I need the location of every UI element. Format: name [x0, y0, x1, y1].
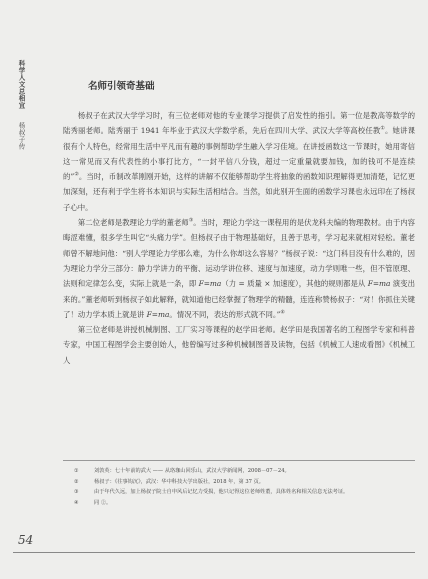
footnote-mark: ②: [74, 478, 79, 485]
bottom-divider: [13, 552, 415, 553]
footnote-item: [74, 487, 414, 498]
body-text: [63, 108, 415, 368]
paragraph: [63, 215, 415, 322]
text-run: 杨叔子在武汉大学学习时，有三位老师对他的专业课学习提供了启发性的指引。第一位是教高等数学的陆秀丽老师。陆秀丽于 1941 年毕业于武汉大学数学系，先后在四川大学、武汉大学等高校任教: [63, 111, 415, 136]
text-run: 第三位老师是讲授机械制图、工厂实习等课程的赵学田老师。赵学田是我国著名的工程图学专家和科普专家，中国工程图学会主要创始人，他曾编写过多种机械制图普及读物，包括《机械工人速成看图》《机械工人: [63, 325, 415, 365]
side-running-header: [18, 60, 25, 150]
paragraph: [63, 322, 415, 368]
footnote-text: 杨叔子：《往事钩沉》，武汉：华中科技大学出版社，2018 年，第 37 页。: [94, 478, 264, 485]
footnote-ref: ③: [188, 217, 194, 224]
footnotes: [74, 466, 414, 508]
text-run: 。当时，币制改革刚刚开始，这样的讲解不仅能够帮助学生将抽象的函数知识理解得更加清楚，记忆更加深刻，还有利于学生将书本知识与实际生活相结合。当然，如此别开生面的函数学习课也永远印在了杨叔子心中。: [63, 172, 415, 212]
text-run: 。当时，理论力学这一课程用的是伏龙科夫编的物理教材。由于内容晦涩难懂，很多学生叫它“头痛力学”。但杨叔子由于物理基础好，且善于思考，学习起来就相对轻松。董老师曾不解地问他：“别人学理论力学那么难，为什么你却这么容易？”杨叔子说：“这门科目没有什么难的，因为理论力学分三部分：静力学讲力的平衡、运动学讲位移、速度与加速度，动力学则唯一些，但不管原理、法则和定律怎么变，实际上就是一条，即: [63, 218, 415, 289]
text-run: 第二位老师是教理论力学的董老师: [77, 218, 189, 228]
chapter-title: 杨叔子传: [17, 121, 26, 150]
footnote-item: [74, 498, 414, 509]
series-title: 科学人文总相宜: [17, 60, 26, 109]
footnote-mark: ④: [74, 499, 79, 506]
footnote-ref: ①: [380, 125, 386, 132]
footnote-text: 刘敦英：七十年前的武大 —— 从珞珈山回乐山，武汉大学新闻网，2008－07－24。: [94, 468, 290, 474]
text-run: 。情况不同，表达的形式就不同。”: [169, 309, 281, 319]
formula: F=ma: [367, 279, 391, 289]
paragraph: [63, 108, 415, 215]
footnote-text: 由于年代久远，加上杨叔子院士自申风后记忆力受损，他只记得这位老师姓董，具体姓名和相关信息无法考证。: [94, 489, 349, 495]
footnote-mark: ③: [74, 489, 79, 495]
footnote-mark: ①: [74, 468, 79, 474]
section-title: 名师引领奇基础: [88, 81, 155, 92]
text-run: 。她讲课很有个人特色，经常用生活中平凡而有趣的事例帮助学生融入学习佳境。在讲授函数这一节课时，她用寄信这一常见而又有代表性的小事打比方，“一封平信八分钱，超过一定重量就要加钱，加的钱可不是连续的”: [63, 126, 415, 182]
footnote-item: [74, 477, 414, 488]
page-number: 54: [18, 533, 34, 547]
formula: F=ma: [146, 309, 170, 319]
formula: F=ma: [198, 279, 222, 289]
footnote-text: 同 ②。: [94, 499, 112, 506]
footnote-item: [74, 466, 414, 477]
footnote-divider: [63, 460, 415, 461]
text-run: （力 = 质量 × 加速度），其他的规则都是从: [221, 279, 368, 289]
footnote-ref: ④: [280, 309, 285, 316]
text-run: 演变出来的。”董老师听到杨叔子如此解释，就知道他已经掌握了物理学的精髓，连连称赞杨叔子：“对！你抓住关键了！动力学本质上就是讲: [63, 279, 415, 319]
footnote-ref: ②: [74, 171, 79, 178]
